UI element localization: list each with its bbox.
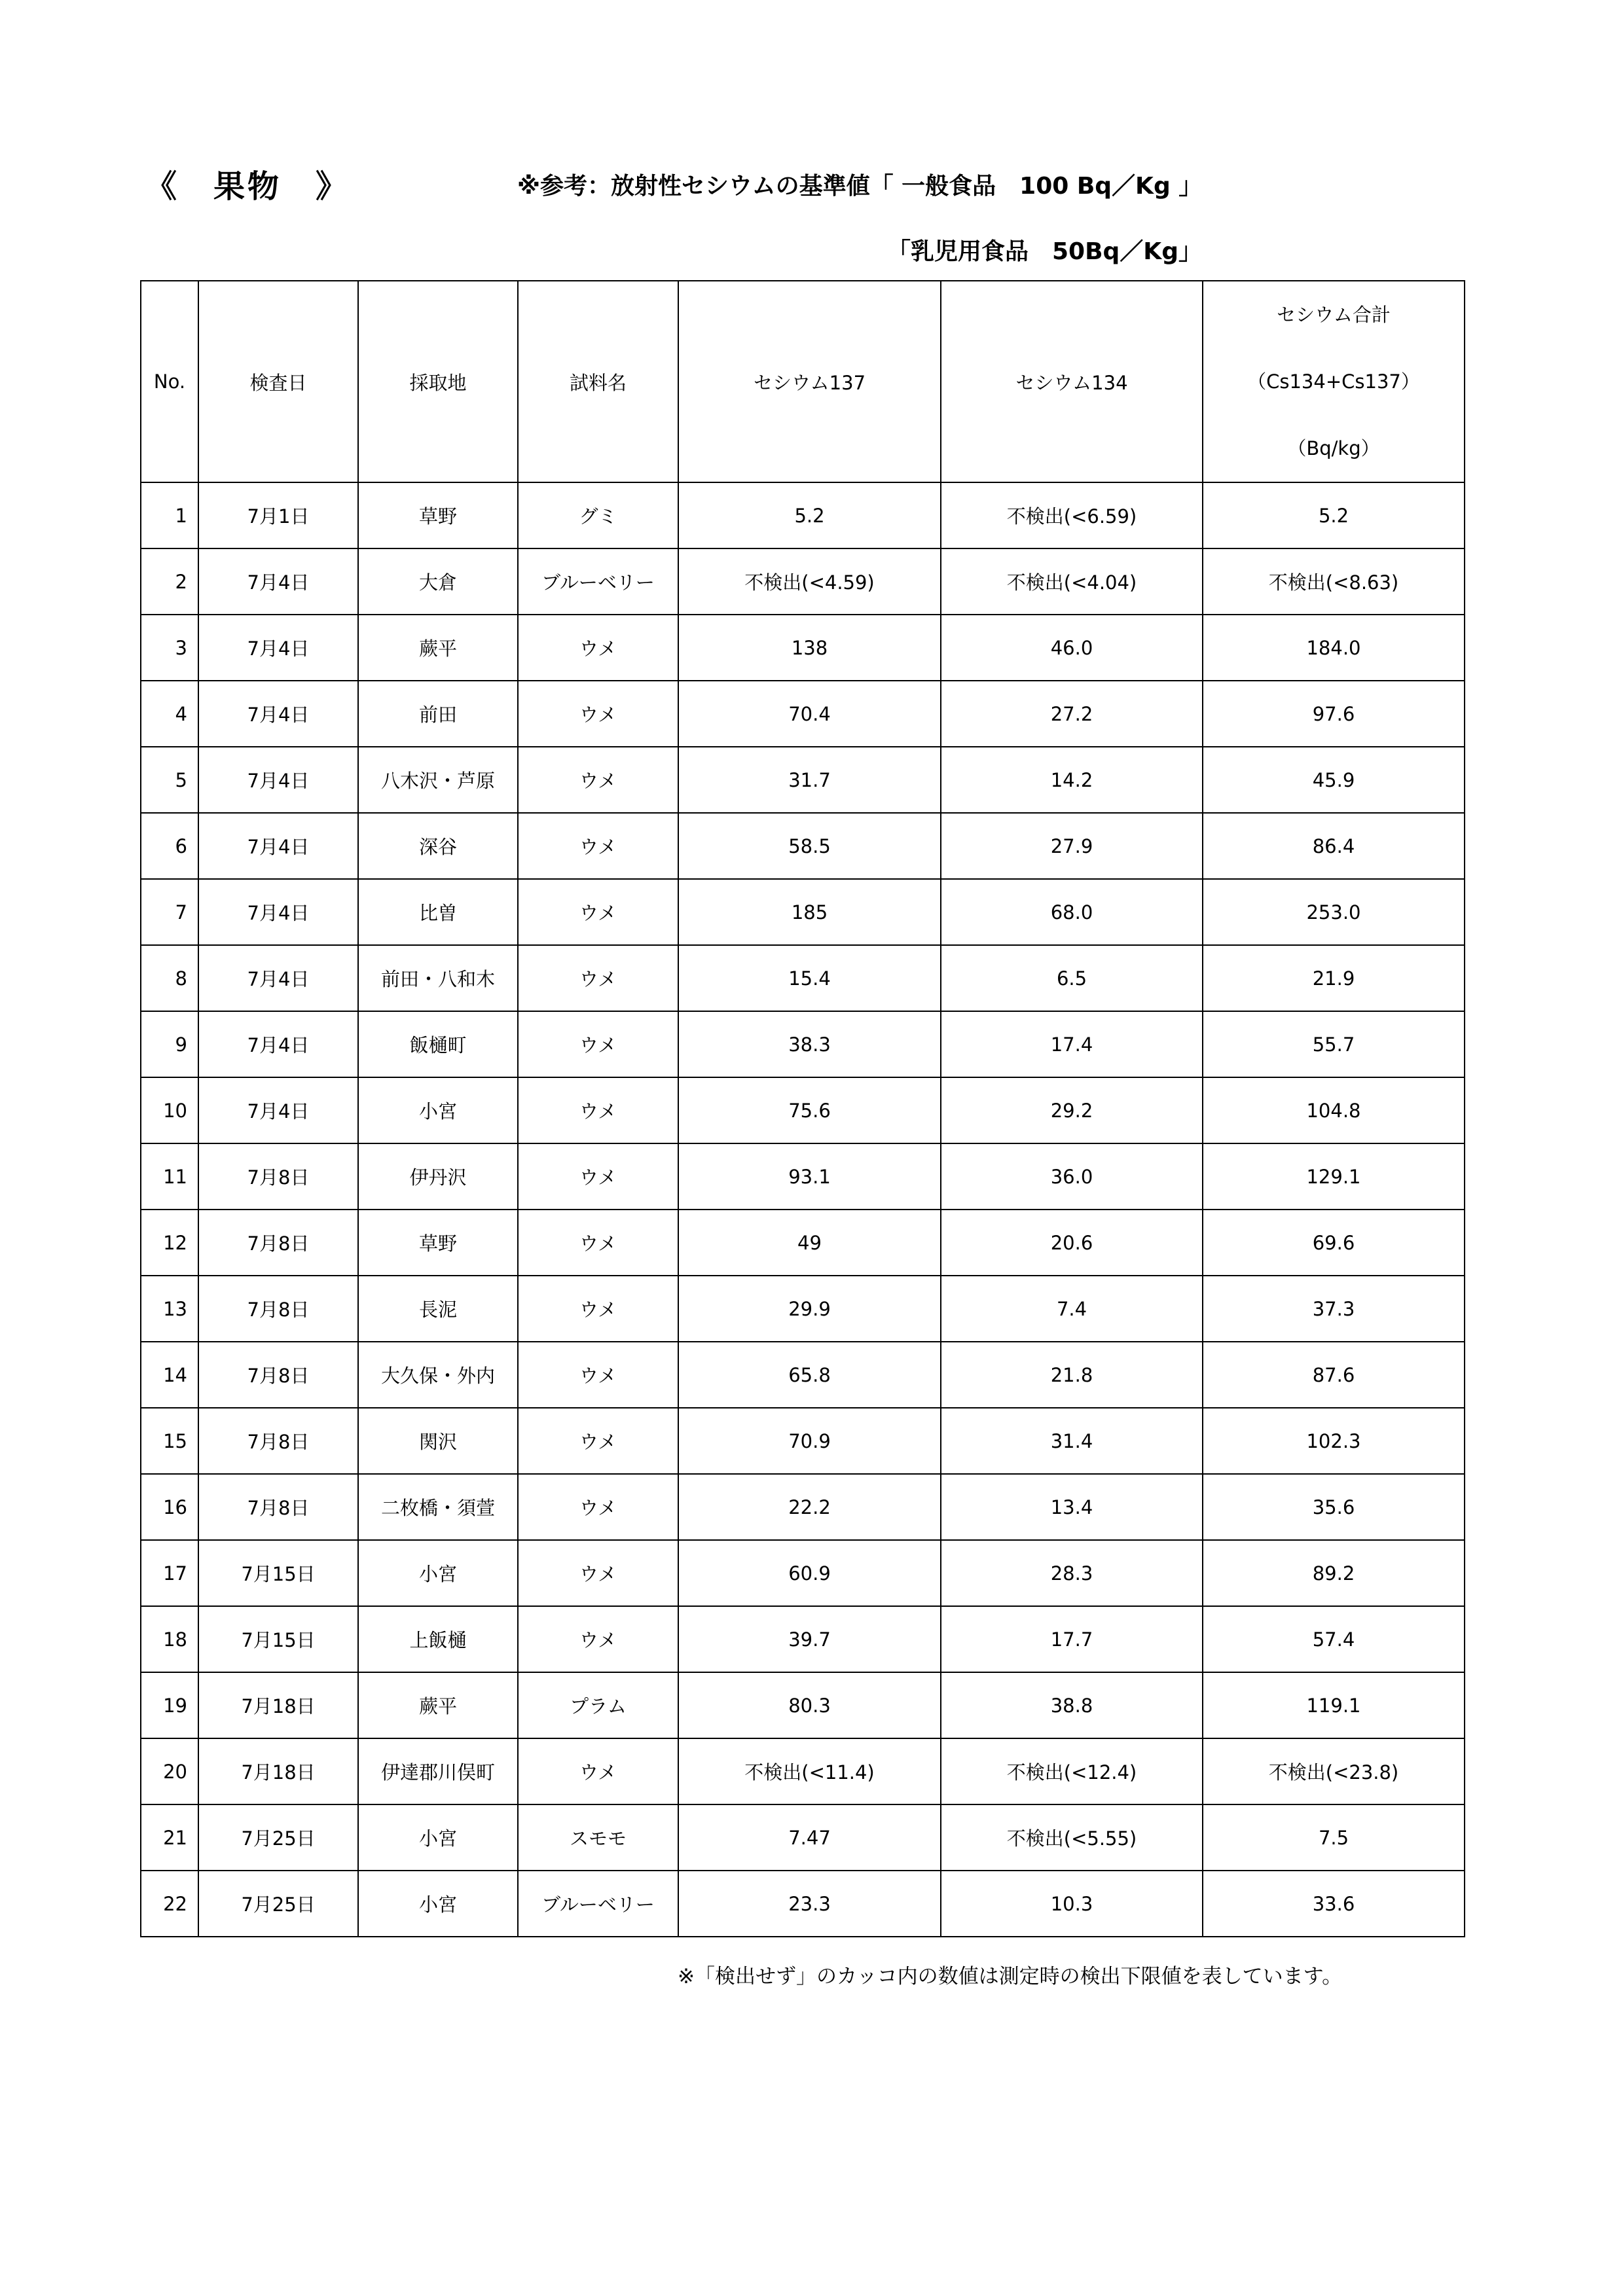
cell-no: 2 xyxy=(141,548,198,615)
cell-total: 45.9 xyxy=(1203,747,1465,813)
cell-date: 7月4日 xyxy=(198,747,358,813)
cell-sample: ブルーベリー xyxy=(518,548,678,615)
cell-cs137: 31.7 xyxy=(678,747,941,813)
cell-cs137: 75.6 xyxy=(678,1077,941,1143)
cell-sample: ウメ xyxy=(518,879,678,945)
cell-cs134: 不検出(<4.04) xyxy=(941,548,1203,615)
table-header xyxy=(141,281,1465,482)
cell-location: 比曽 xyxy=(358,879,518,945)
cell-no: 16 xyxy=(141,1474,198,1540)
table-row xyxy=(141,945,1465,1011)
cell-date: 7月4日 xyxy=(198,1011,358,1077)
cell-location: 蕨平 xyxy=(358,1672,518,1738)
cell-location: 草野 xyxy=(358,482,518,548)
cell-total: 37.3 xyxy=(1203,1276,1465,1342)
cell-cs134: 38.8 xyxy=(941,1672,1203,1738)
table-body xyxy=(141,482,1465,1937)
cell-date: 7月4日 xyxy=(198,681,358,747)
table-row xyxy=(141,1276,1465,1342)
cell-sample: スモモ xyxy=(518,1804,678,1871)
cell-no: 21 xyxy=(141,1804,198,1871)
table-row xyxy=(141,1408,1465,1474)
cell-date: 7月4日 xyxy=(198,813,358,879)
cell-date: 7月4日 xyxy=(198,615,358,681)
header-total-formula: （Cs134+Cs137） xyxy=(1247,370,1420,393)
cell-total: 87.6 xyxy=(1203,1342,1465,1408)
cell-cs137: 23.3 xyxy=(678,1871,941,1937)
cell-total: 35.6 xyxy=(1203,1474,1465,1540)
cell-total: 21.9 xyxy=(1203,945,1465,1011)
cell-location: 蕨平 xyxy=(358,615,518,681)
cell-cs137: 38.3 xyxy=(678,1011,941,1077)
cell-cs137: 不検出(<4.59) xyxy=(678,548,941,615)
cell-location: 小宮 xyxy=(358,1540,518,1606)
cell-sample: ウメ xyxy=(518,1011,678,1077)
cell-sample: ウメ xyxy=(518,1540,678,1606)
cell-cs134: 10.3 xyxy=(941,1871,1203,1937)
table-row xyxy=(141,747,1465,813)
cell-date: 7月8日 xyxy=(198,1474,358,1540)
cell-cs134: 27.2 xyxy=(941,681,1203,747)
cell-cs137: 70.9 xyxy=(678,1408,941,1474)
table-row xyxy=(141,1342,1465,1408)
cell-cs134: 29.2 xyxy=(941,1077,1203,1143)
table-row xyxy=(141,1474,1465,1540)
cell-location: 大久保・外内 xyxy=(358,1342,518,1408)
cell-date: 7月8日 xyxy=(198,1342,358,1408)
cell-date: 7月18日 xyxy=(198,1738,358,1804)
cell-no: 3 xyxy=(141,615,198,681)
cell-no: 15 xyxy=(141,1408,198,1474)
cell-total: 184.0 xyxy=(1203,615,1465,681)
cell-cs134: 36.0 xyxy=(941,1143,1203,1210)
cell-cs137: 49 xyxy=(678,1210,941,1276)
cell-total: 129.1 xyxy=(1203,1143,1465,1210)
table-row xyxy=(141,1011,1465,1077)
cell-cs137: 93.1 xyxy=(678,1143,941,1210)
cell-cs137: 29.9 xyxy=(678,1276,941,1342)
cell-no: 8 xyxy=(141,945,198,1011)
cell-no: 12 xyxy=(141,1210,198,1276)
cell-date: 7月8日 xyxy=(198,1143,358,1210)
cell-location: 深谷 xyxy=(358,813,518,879)
cell-no: 19 xyxy=(141,1672,198,1738)
cell-total: 104.8 xyxy=(1203,1077,1465,1143)
cell-location: 草野 xyxy=(358,1210,518,1276)
cell-cs134: 7.4 xyxy=(941,1276,1203,1342)
cell-total: 55.7 xyxy=(1203,1011,1465,1077)
cell-location: 小宮 xyxy=(358,1077,518,1143)
cell-sample: ウメ xyxy=(518,1342,678,1408)
cell-no: 18 xyxy=(141,1606,198,1672)
cell-location: 伊丹沢 xyxy=(358,1143,518,1210)
cell-no: 13 xyxy=(141,1276,198,1342)
cell-date: 7月25日 xyxy=(198,1804,358,1871)
cell-location: 上飯樋 xyxy=(358,1606,518,1672)
cell-no: 22 xyxy=(141,1871,198,1937)
cell-date: 7月4日 xyxy=(198,945,358,1011)
cell-sample: ウメ xyxy=(518,615,678,681)
cell-no: 6 xyxy=(141,813,198,879)
cell-sample: ウメ xyxy=(518,1276,678,1342)
cell-date: 7月1日 xyxy=(198,482,358,548)
header-total-unit: （Bq/kg） xyxy=(1287,437,1380,459)
cell-date: 7月15日 xyxy=(198,1606,358,1672)
cell-total: 119.1 xyxy=(1203,1672,1465,1738)
cell-cs137: 58.5 xyxy=(678,813,941,879)
table-row xyxy=(141,482,1465,548)
cell-no: 4 xyxy=(141,681,198,747)
table-row xyxy=(141,1606,1465,1672)
cell-cs134: 27.9 xyxy=(941,813,1203,879)
table-row xyxy=(141,1804,1465,1871)
page-title: 《 果物 》 xyxy=(145,168,350,205)
cell-location: 長泥 xyxy=(358,1276,518,1342)
cell-cs137: 60.9 xyxy=(678,1540,941,1606)
cell-total: 5.2 xyxy=(1203,482,1465,548)
cell-cs134: 14.2 xyxy=(941,747,1203,813)
cell-cs137: 65.8 xyxy=(678,1342,941,1408)
cell-sample: ウメ xyxy=(518,1474,678,1540)
cell-sample: グミ xyxy=(518,482,678,548)
table-row xyxy=(141,1077,1465,1143)
cell-cs134: 17.7 xyxy=(941,1606,1203,1672)
cell-location: 八木沢・芦原 xyxy=(358,747,518,813)
cell-location: 関沢 xyxy=(358,1408,518,1474)
cell-cs134: 不検出(<6.59) xyxy=(941,482,1203,548)
cell-total: 不検出(<23.8) xyxy=(1203,1738,1465,1804)
cell-cs134: 不検出(<12.4) xyxy=(941,1738,1203,1804)
cell-date: 7月4日 xyxy=(198,879,358,945)
cell-date: 7月25日 xyxy=(198,1871,358,1937)
reference-standard-infant: 「乳児用食品 50Bq／Kg」 xyxy=(887,238,1202,265)
cell-cs137: 22.2 xyxy=(678,1474,941,1540)
cell-cs134: 13.4 xyxy=(941,1474,1203,1540)
cell-location: 小宮 xyxy=(358,1871,518,1937)
cell-date: 7月8日 xyxy=(198,1408,358,1474)
cell-sample: プラム xyxy=(518,1672,678,1738)
table-row xyxy=(141,1672,1465,1738)
header-row xyxy=(141,281,1465,482)
cell-sample: ウメ xyxy=(518,747,678,813)
cell-sample: ウメ xyxy=(518,1738,678,1804)
reference-standard-general: ※参考：放射性セシウムの基準値「 一般食品 100 Bq／Kg 」 xyxy=(517,173,1203,200)
header-no: No. xyxy=(141,281,198,482)
table-row xyxy=(141,1210,1465,1276)
header-location: 採取地 xyxy=(358,281,518,482)
cell-sample: ウメ xyxy=(518,813,678,879)
cell-no: 11 xyxy=(141,1143,198,1210)
header-date: 検査日 xyxy=(198,281,358,482)
cell-date: 7月15日 xyxy=(198,1540,358,1606)
cell-cs134: 46.0 xyxy=(941,615,1203,681)
cell-no: 10 xyxy=(141,1077,198,1143)
cell-location: 前田・八和木 xyxy=(358,945,518,1011)
header-sample: 試料名 xyxy=(518,281,678,482)
cell-total: 33.6 xyxy=(1203,1871,1465,1937)
cell-location: 二枚橋・須萱 xyxy=(358,1474,518,1540)
cell-no: 1 xyxy=(141,482,198,548)
cell-location: 伊達郡川俣町 xyxy=(358,1738,518,1804)
cell-no: 7 xyxy=(141,879,198,945)
cell-cs137: 70.4 xyxy=(678,681,941,747)
header-total xyxy=(1203,281,1465,482)
cell-sample: ウメ xyxy=(518,1408,678,1474)
cell-location: 飯樋町 xyxy=(358,1011,518,1077)
cell-total: 69.6 xyxy=(1203,1210,1465,1276)
table-row xyxy=(141,1738,1465,1804)
cell-cs137: 39.7 xyxy=(678,1606,941,1672)
cell-cs134: 68.0 xyxy=(941,879,1203,945)
cell-cs134: 21.8 xyxy=(941,1342,1203,1408)
cell-cs134: 不検出(<5.55) xyxy=(941,1804,1203,1871)
cell-sample: ブルーベリー xyxy=(518,1871,678,1937)
table-row xyxy=(141,548,1465,615)
table-row xyxy=(141,1871,1465,1937)
cell-cs137: 185 xyxy=(678,879,941,945)
footnote: ※「検出せず」のカッコ内の数値は測定時の検出下限値を表しています。 xyxy=(678,1965,1343,1988)
cell-cs137: 5.2 xyxy=(678,482,941,548)
table-row xyxy=(141,813,1465,879)
cell-date: 7月4日 xyxy=(198,1077,358,1143)
table-row xyxy=(141,1540,1465,1606)
cell-sample: ウメ xyxy=(518,1606,678,1672)
results-table xyxy=(140,280,1465,1937)
cell-location: 前田 xyxy=(358,681,518,747)
header-total-label: セシウム合計 xyxy=(1277,304,1391,326)
cell-sample: ウメ xyxy=(518,1143,678,1210)
table-row xyxy=(141,1143,1465,1210)
cell-date: 7月4日 xyxy=(198,548,358,615)
cell-location: 大倉 xyxy=(358,548,518,615)
table-row xyxy=(141,615,1465,681)
cell-no: 14 xyxy=(141,1342,198,1408)
cell-cs134: 6.5 xyxy=(941,945,1203,1011)
header-cs134: セシウム134 xyxy=(941,281,1203,482)
table-row xyxy=(141,681,1465,747)
cell-cs137: 7.47 xyxy=(678,1804,941,1871)
cell-date: 7月8日 xyxy=(198,1210,358,1276)
cell-cs134: 31.4 xyxy=(941,1408,1203,1474)
cell-cs137: 138 xyxy=(678,615,941,681)
cell-total: 7.5 xyxy=(1203,1804,1465,1871)
cell-no: 5 xyxy=(141,747,198,813)
cell-total: 不検出(<8.63) xyxy=(1203,548,1465,615)
cell-total: 86.4 xyxy=(1203,813,1465,879)
cell-cs137: 80.3 xyxy=(678,1672,941,1738)
table-row xyxy=(141,879,1465,945)
cell-cs134: 17.4 xyxy=(941,1011,1203,1077)
cell-location: 小宮 xyxy=(358,1804,518,1871)
cell-no: 17 xyxy=(141,1540,198,1606)
cell-cs134: 20.6 xyxy=(941,1210,1203,1276)
cell-no: 20 xyxy=(141,1738,198,1804)
cell-sample: ウメ xyxy=(518,681,678,747)
cell-date: 7月8日 xyxy=(198,1276,358,1342)
cell-sample: ウメ xyxy=(518,1210,678,1276)
cell-sample: ウメ xyxy=(518,1077,678,1143)
cell-total: 102.3 xyxy=(1203,1408,1465,1474)
cell-sample: ウメ xyxy=(518,945,678,1011)
cell-cs137: 15.4 xyxy=(678,945,941,1011)
cell-total: 253.0 xyxy=(1203,879,1465,945)
cell-total: 97.6 xyxy=(1203,681,1465,747)
header-cs137: セシウム137 xyxy=(678,281,941,482)
cell-date: 7月18日 xyxy=(198,1672,358,1738)
cell-no: 9 xyxy=(141,1011,198,1077)
cell-cs134: 28.3 xyxy=(941,1540,1203,1606)
cell-cs137: 不検出(<11.4) xyxy=(678,1738,941,1804)
cell-total: 89.2 xyxy=(1203,1540,1465,1606)
cell-total: 57.4 xyxy=(1203,1606,1465,1672)
